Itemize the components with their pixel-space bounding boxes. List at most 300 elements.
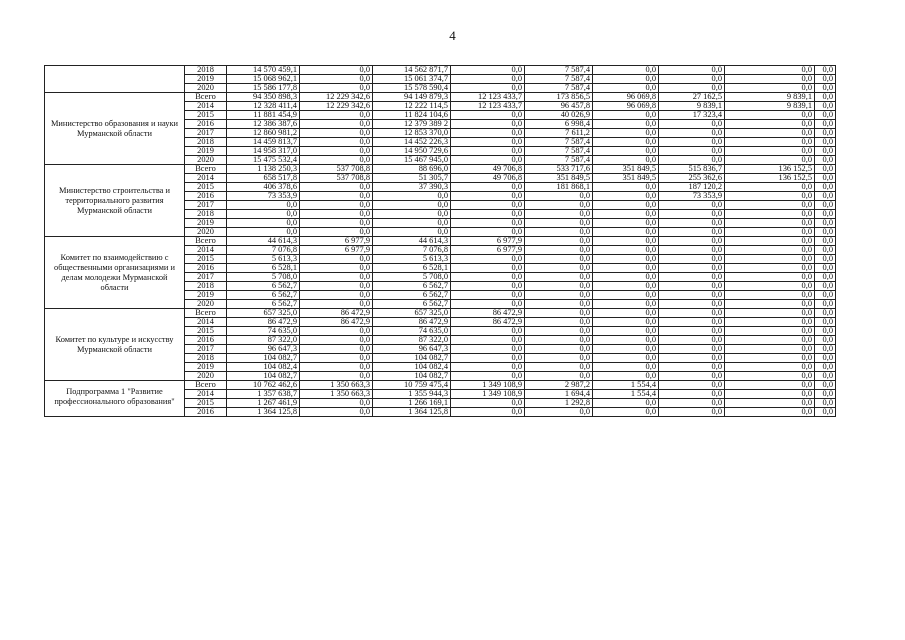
- value-cell: 0,0: [451, 336, 525, 345]
- value-cell: 0,0: [725, 372, 815, 381]
- value-cell: 0,0: [593, 273, 659, 282]
- value-cell: 104 082,4: [227, 363, 300, 372]
- year-cell: 2019: [185, 219, 227, 228]
- value-cell: 0,0: [725, 75, 815, 84]
- value-cell: 0,0: [725, 408, 815, 417]
- value-cell: 0,0: [815, 192, 836, 201]
- value-cell: 0,0: [451, 291, 525, 300]
- value-cell: 14 958 317,0: [227, 147, 300, 156]
- value-cell: 1 357 638,7: [227, 390, 300, 399]
- value-cell: 0,0: [593, 183, 659, 192]
- value-cell: 0,0: [300, 273, 373, 282]
- value-cell: 0,0: [659, 210, 725, 219]
- value-cell: 0,0: [725, 66, 815, 75]
- year-cell: 2020: [185, 84, 227, 93]
- value-cell: 7 076,8: [227, 246, 300, 255]
- value-cell: 1 292,8: [525, 399, 593, 408]
- value-cell: 0,0: [659, 129, 725, 138]
- table-row: [45, 309, 836, 318]
- value-cell: 86 472,9: [300, 318, 373, 327]
- value-cell: 0,0: [593, 399, 659, 408]
- value-cell: 0,0: [593, 84, 659, 93]
- value-cell: 104 082,7: [227, 354, 300, 363]
- value-cell: 0,0: [725, 183, 815, 192]
- value-cell: 0,0: [525, 237, 593, 246]
- value-cell: 0,0: [593, 219, 659, 228]
- value-cell: 0,0: [725, 111, 815, 120]
- value-cell: 0,0: [451, 255, 525, 264]
- value-cell: 0,0: [815, 75, 836, 84]
- value-cell: 0,0: [451, 408, 525, 417]
- year-cell: Всего: [185, 237, 227, 246]
- value-cell: 49 706,8: [451, 165, 525, 174]
- value-cell: 0,0: [451, 75, 525, 84]
- year-cell: 2014: [185, 318, 227, 327]
- value-cell: 0,0: [300, 363, 373, 372]
- value-cell: 0,0: [659, 228, 725, 237]
- value-cell: 0,0: [593, 246, 659, 255]
- value-cell: 12 229 342,6: [300, 102, 373, 111]
- value-cell: 0,0: [659, 66, 725, 75]
- value-cell: 7 587,4: [525, 138, 593, 147]
- value-cell: 0,0: [451, 327, 525, 336]
- value-cell: 0,0: [659, 156, 725, 165]
- value-cell: 1 350 663,3: [300, 381, 373, 390]
- value-cell: 0,0: [725, 237, 815, 246]
- value-cell: 173 856,5: [525, 93, 593, 102]
- value-cell: 0,0: [525, 345, 593, 354]
- value-cell: 0,0: [593, 327, 659, 336]
- value-cell: 0,0: [525, 327, 593, 336]
- value-cell: 515 836,7: [659, 165, 725, 174]
- value-cell: 0,0: [725, 147, 815, 156]
- value-cell: 0,0: [300, 219, 373, 228]
- value-cell: 0,0: [815, 246, 836, 255]
- value-cell: 14 562 871,7: [373, 66, 451, 75]
- year-cell: 2016: [185, 192, 227, 201]
- value-cell: 15 586 177,8: [227, 84, 300, 93]
- value-cell: 0,0: [525, 354, 593, 363]
- value-cell: 406 378,6: [227, 183, 300, 192]
- value-cell: 0,0: [815, 345, 836, 354]
- value-cell: 0,0: [725, 300, 815, 309]
- value-cell: 15 061 374,7: [373, 75, 451, 84]
- organization-cell: Министерство образования и науки Мурманской области: [45, 93, 185, 165]
- value-cell: 0,0: [525, 210, 593, 219]
- value-cell: 187 120,2: [659, 183, 725, 192]
- value-cell: 0,0: [593, 120, 659, 129]
- value-cell: 86 472,9: [451, 318, 525, 327]
- value-cell: 6 562,7: [227, 282, 300, 291]
- value-cell: 51 305,7: [373, 174, 451, 183]
- value-cell: 0,0: [373, 210, 451, 219]
- value-cell: 0,0: [451, 228, 525, 237]
- value-cell: 0,0: [659, 408, 725, 417]
- value-cell: 0,0: [451, 210, 525, 219]
- year-cell: 2016: [185, 120, 227, 129]
- value-cell: 0,0: [815, 354, 836, 363]
- value-cell: 1 266 169,1: [373, 399, 451, 408]
- year-cell: 2015: [185, 399, 227, 408]
- value-cell: 181 868,1: [525, 183, 593, 192]
- value-cell: 0,0: [815, 138, 836, 147]
- year-cell: 2014: [185, 102, 227, 111]
- value-cell: 0,0: [300, 192, 373, 201]
- year-cell: 2015: [185, 327, 227, 336]
- value-cell: 0,0: [525, 318, 593, 327]
- value-cell: 6 562,7: [373, 282, 451, 291]
- value-cell: 0,0: [815, 381, 836, 390]
- year-cell: 2020: [185, 300, 227, 309]
- value-cell: 0,0: [815, 291, 836, 300]
- value-cell: 9 839,1: [725, 93, 815, 102]
- value-cell: 0,0: [593, 345, 659, 354]
- value-cell: 0,0: [451, 156, 525, 165]
- value-cell: 104 082,7: [227, 372, 300, 381]
- value-cell: 0,0: [725, 228, 815, 237]
- value-cell: 87 322,0: [373, 336, 451, 345]
- value-cell: 0,0: [300, 75, 373, 84]
- value-cell: 74 635,0: [227, 327, 300, 336]
- year-cell: 2017: [185, 345, 227, 354]
- value-cell: 0,0: [593, 300, 659, 309]
- value-cell: 0,0: [525, 264, 593, 273]
- value-cell: 0,0: [451, 345, 525, 354]
- value-cell: 12 853 370,0: [373, 129, 451, 138]
- value-cell: 0,0: [815, 390, 836, 399]
- value-cell: 1 350 663,3: [300, 390, 373, 399]
- value-cell: 0,0: [815, 183, 836, 192]
- value-cell: 0,0: [593, 75, 659, 84]
- value-cell: 1 349 108,9: [451, 381, 525, 390]
- value-cell: 1 349 108,9: [451, 390, 525, 399]
- budget-table: [44, 65, 836, 417]
- value-cell: 0,0: [725, 354, 815, 363]
- year-cell: 2020: [185, 372, 227, 381]
- value-cell: 0,0: [815, 129, 836, 138]
- value-cell: 657 325,0: [373, 309, 451, 318]
- value-cell: 12 386 387,6: [227, 120, 300, 129]
- value-cell: 0,0: [300, 129, 373, 138]
- value-cell: 0,0: [659, 282, 725, 291]
- value-cell: 0,0: [227, 219, 300, 228]
- value-cell: 0,0: [593, 129, 659, 138]
- value-cell: 0,0: [300, 282, 373, 291]
- value-cell: 0,0: [300, 201, 373, 210]
- value-cell: 0,0: [659, 336, 725, 345]
- value-cell: 73 353,9: [659, 192, 725, 201]
- value-cell: 15 475 532,4: [227, 156, 300, 165]
- value-cell: 0,0: [725, 345, 815, 354]
- value-cell: 0,0: [593, 372, 659, 381]
- value-cell: 9 839,1: [659, 102, 725, 111]
- value-cell: 0,0: [815, 174, 836, 183]
- value-cell: 136 152,5: [725, 165, 815, 174]
- value-cell: 0,0: [451, 192, 525, 201]
- value-cell: 0,0: [659, 399, 725, 408]
- year-cell: Всего: [185, 309, 227, 318]
- value-cell: 0,0: [525, 336, 593, 345]
- value-cell: 0,0: [815, 156, 836, 165]
- value-cell: 14 950 729,6: [373, 147, 451, 156]
- value-cell: 0,0: [659, 246, 725, 255]
- value-cell: 88 696,0: [373, 165, 451, 174]
- value-cell: 0,0: [451, 120, 525, 129]
- value-cell: 0,0: [725, 156, 815, 165]
- value-cell: 0,0: [300, 120, 373, 129]
- value-cell: 0,0: [593, 291, 659, 300]
- value-cell: 0,0: [725, 192, 815, 201]
- value-cell: 0,0: [525, 255, 593, 264]
- year-cell: 2016: [185, 336, 227, 345]
- page-number: 4: [449, 28, 456, 43]
- value-cell: 351 849,5: [593, 165, 659, 174]
- value-cell: 0,0: [300, 66, 373, 75]
- value-cell: 0,0: [725, 399, 815, 408]
- value-cell: 1 138 250,3: [227, 165, 300, 174]
- value-cell: 0,0: [659, 363, 725, 372]
- value-cell: 6 977,9: [300, 237, 373, 246]
- value-cell: 0,0: [725, 201, 815, 210]
- year-cell: 2016: [185, 408, 227, 417]
- value-cell: 0,0: [300, 228, 373, 237]
- value-cell: 87 322,0: [227, 336, 300, 345]
- value-cell: 6 562,7: [227, 291, 300, 300]
- value-cell: 0,0: [659, 201, 725, 210]
- value-cell: 0,0: [451, 84, 525, 93]
- value-cell: 1 364 125,8: [227, 408, 300, 417]
- value-cell: 0,0: [659, 318, 725, 327]
- value-cell: 0,0: [593, 309, 659, 318]
- value-cell: 6 977,9: [451, 237, 525, 246]
- value-cell: 74 635,0: [373, 327, 451, 336]
- value-cell: 0,0: [451, 147, 525, 156]
- value-cell: 0,0: [593, 156, 659, 165]
- year-cell: 2015: [185, 183, 227, 192]
- value-cell: 0,0: [373, 219, 451, 228]
- value-cell: 0,0: [300, 183, 373, 192]
- value-cell: 7 587,4: [525, 84, 593, 93]
- value-cell: 12 328 411,4: [227, 102, 300, 111]
- year-cell: Всего: [185, 165, 227, 174]
- value-cell: 12 860 981,2: [227, 129, 300, 138]
- value-cell: 104 082,4: [373, 363, 451, 372]
- value-cell: 14 452 226,3: [373, 138, 451, 147]
- value-cell: 0,0: [725, 390, 815, 399]
- value-cell: 0,0: [300, 372, 373, 381]
- year-cell: 2019: [185, 291, 227, 300]
- year-cell: 2015: [185, 255, 227, 264]
- value-cell: 0,0: [659, 264, 725, 273]
- value-cell: 0,0: [659, 309, 725, 318]
- value-cell: 104 082,7: [373, 354, 451, 363]
- value-cell: 0,0: [300, 264, 373, 273]
- value-cell: 7 587,4: [525, 66, 593, 75]
- value-cell: 0,0: [593, 138, 659, 147]
- value-cell: 0,0: [451, 282, 525, 291]
- value-cell: 0,0: [659, 120, 725, 129]
- value-cell: 0,0: [525, 408, 593, 417]
- value-cell: 0,0: [725, 219, 815, 228]
- value-cell: 0,0: [451, 354, 525, 363]
- value-cell: 0,0: [725, 255, 815, 264]
- value-cell: 0,0: [725, 327, 815, 336]
- year-cell: 2019: [185, 75, 227, 84]
- value-cell: 44 614,3: [373, 237, 451, 246]
- value-cell: 0,0: [659, 381, 725, 390]
- value-cell: 0,0: [300, 300, 373, 309]
- value-cell: 5 613,3: [373, 255, 451, 264]
- value-cell: 1 694,4: [525, 390, 593, 399]
- year-cell: 2018: [185, 210, 227, 219]
- value-cell: 0,0: [659, 273, 725, 282]
- value-cell: 7 611,2: [525, 129, 593, 138]
- value-cell: 44 614,3: [227, 237, 300, 246]
- year-cell: 2020: [185, 156, 227, 165]
- value-cell: 12 123 433,7: [451, 102, 525, 111]
- value-cell: 0,0: [373, 201, 451, 210]
- value-cell: 0,0: [300, 327, 373, 336]
- value-cell: 27 162,5: [659, 93, 725, 102]
- value-cell: 537 708,8: [300, 165, 373, 174]
- organization-cell: [45, 66, 185, 93]
- value-cell: 0,0: [725, 336, 815, 345]
- value-cell: 0,0: [725, 282, 815, 291]
- value-cell: 0,0: [451, 201, 525, 210]
- value-cell: 0,0: [525, 219, 593, 228]
- value-cell: 0,0: [525, 273, 593, 282]
- value-cell: 255 362,6: [659, 174, 725, 183]
- value-cell: 1 355 944,3: [373, 390, 451, 399]
- value-cell: 0,0: [725, 291, 815, 300]
- value-cell: 0,0: [525, 282, 593, 291]
- value-cell: 0,0: [815, 228, 836, 237]
- value-cell: 0,0: [300, 147, 373, 156]
- year-cell: 2018: [185, 66, 227, 75]
- value-cell: 12 123 433,7: [451, 93, 525, 102]
- value-cell: 0,0: [373, 228, 451, 237]
- value-cell: 0,0: [815, 363, 836, 372]
- value-cell: 0,0: [451, 138, 525, 147]
- value-cell: 0,0: [593, 66, 659, 75]
- value-cell: 0,0: [593, 336, 659, 345]
- value-cell: 0,0: [593, 237, 659, 246]
- value-cell: 0,0: [525, 372, 593, 381]
- value-cell: 0,0: [725, 381, 815, 390]
- value-cell: 15 068 962,1: [227, 75, 300, 84]
- value-cell: 0,0: [815, 309, 836, 318]
- value-cell: 0,0: [593, 408, 659, 417]
- value-cell: 0,0: [525, 309, 593, 318]
- year-cell: 2018: [185, 282, 227, 291]
- value-cell: 0,0: [815, 120, 836, 129]
- value-cell: 0,0: [725, 246, 815, 255]
- value-cell: 6 998,4: [525, 120, 593, 129]
- value-cell: 0,0: [525, 228, 593, 237]
- value-cell: 0,0: [815, 264, 836, 273]
- value-cell: 0,0: [815, 219, 836, 228]
- value-cell: 0,0: [525, 192, 593, 201]
- value-cell: 0,0: [659, 300, 725, 309]
- value-cell: 657 325,0: [227, 309, 300, 318]
- year-cell: 2016: [185, 264, 227, 273]
- value-cell: 0,0: [227, 201, 300, 210]
- year-cell: Всего: [185, 93, 227, 102]
- value-cell: 537 708,8: [300, 174, 373, 183]
- year-cell: 2020: [185, 228, 227, 237]
- year-cell: 2017: [185, 273, 227, 282]
- value-cell: 0,0: [725, 210, 815, 219]
- value-cell: 0,0: [300, 399, 373, 408]
- value-cell: 658 517,8: [227, 174, 300, 183]
- table-row: [45, 165, 836, 174]
- value-cell: 1 554,4: [593, 390, 659, 399]
- organization-cell: Комитет по взаимодействию с общественными организациями и делам молодежи Мурманской области: [45, 237, 185, 309]
- value-cell: 15 467 945,0: [373, 156, 451, 165]
- value-cell: 7 587,4: [525, 156, 593, 165]
- value-cell: 0,0: [593, 111, 659, 120]
- value-cell: 0,0: [659, 372, 725, 381]
- value-cell: 0,0: [725, 84, 815, 93]
- value-cell: 0,0: [593, 282, 659, 291]
- value-cell: 0,0: [300, 291, 373, 300]
- value-cell: 0,0: [451, 264, 525, 273]
- value-cell: 0,0: [525, 363, 593, 372]
- value-cell: 5 613,3: [227, 255, 300, 264]
- value-cell: 6 528,1: [227, 264, 300, 273]
- value-cell: 37 390,3: [373, 183, 451, 192]
- year-cell: 2014: [185, 174, 227, 183]
- value-cell: 0,0: [525, 291, 593, 300]
- value-cell: 0,0: [451, 183, 525, 192]
- value-cell: 96 647,3: [227, 345, 300, 354]
- value-cell: 0,0: [227, 228, 300, 237]
- value-cell: 104 082,7: [373, 372, 451, 381]
- value-cell: 10 762 462,6: [227, 381, 300, 390]
- value-cell: 2 987,2: [525, 381, 593, 390]
- value-cell: 11 881 454,9: [227, 111, 300, 120]
- value-cell: 49 706,8: [451, 174, 525, 183]
- value-cell: 0,0: [300, 156, 373, 165]
- value-cell: 0,0: [659, 138, 725, 147]
- value-cell: 0,0: [451, 300, 525, 309]
- value-cell: 1 364 125,8: [373, 408, 451, 417]
- value-cell: 0,0: [725, 264, 815, 273]
- value-cell: 14 570 459,1: [227, 66, 300, 75]
- value-cell: 0,0: [815, 165, 836, 174]
- value-cell: 0,0: [815, 336, 836, 345]
- value-cell: 6 562,7: [373, 291, 451, 300]
- value-cell: 12 222 114,5: [373, 102, 451, 111]
- value-cell: 15 578 590,4: [373, 84, 451, 93]
- value-cell: 136 152,5: [725, 174, 815, 183]
- value-cell: 86 472,9: [300, 309, 373, 318]
- value-cell: 0,0: [593, 354, 659, 363]
- value-cell: 86 472,9: [227, 318, 300, 327]
- value-cell: 12 229 342,6: [300, 93, 373, 102]
- value-cell: 0,0: [725, 363, 815, 372]
- value-cell: 0,0: [659, 147, 725, 156]
- value-cell: 0,0: [525, 201, 593, 210]
- value-cell: 0,0: [451, 129, 525, 138]
- value-cell: 0,0: [451, 363, 525, 372]
- value-cell: 6 977,9: [451, 246, 525, 255]
- value-cell: 1 267 461,9: [227, 399, 300, 408]
- year-cell: 2019: [185, 363, 227, 372]
- value-cell: 0,0: [227, 210, 300, 219]
- value-cell: 0,0: [659, 291, 725, 300]
- value-cell: 0,0: [373, 192, 451, 201]
